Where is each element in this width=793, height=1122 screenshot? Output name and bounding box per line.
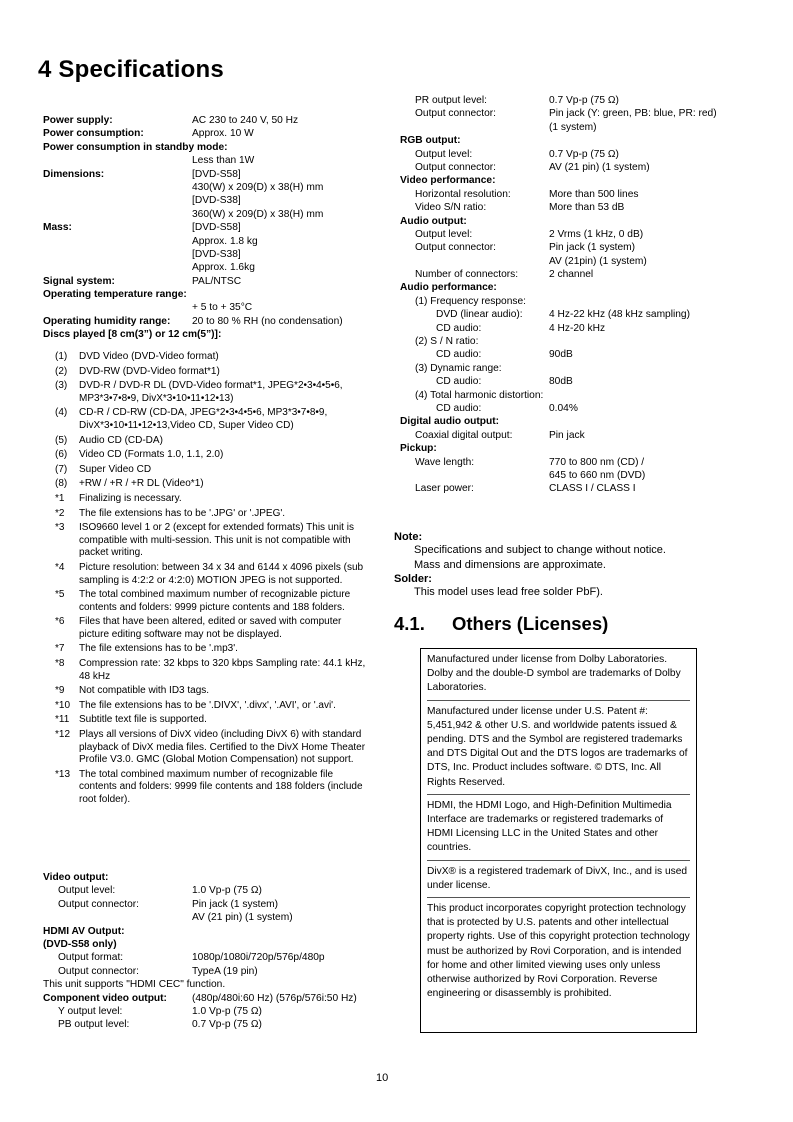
spec-row [43,194,373,207]
list-marker: (5) [55,434,68,446]
spec-value: 0.04% [549,402,578,414]
spec-label: Digital audio output: [400,416,500,428]
spec-label: Power consumption: [43,128,144,140]
spec-label: Output connector: [415,242,496,254]
spec-label: (3) Dynamic range: [415,362,502,374]
spec-label: HDMI AV Output: [43,925,125,937]
spec-label: RGB output: [400,135,461,147]
list-item [55,449,367,462]
spec-row [43,871,383,884]
spec-row [43,315,373,328]
spec-value: 1.0 Vp-p (75 Ω) [192,1005,262,1017]
spec-label: Horizontal resolution: [415,188,511,200]
spec-value: AV (21 pin) (1 system) [192,912,293,924]
note-heading: Note: [394,531,423,543]
list-marker: *2 [55,507,65,519]
spec-label: Video output: [43,872,109,883]
list-text: +RW / +R / +R DL (Video*1) [79,478,204,490]
disc-list [55,351,367,809]
spec-row [43,275,373,288]
spec-value: 80dB [549,376,573,388]
spec-row [43,992,383,1005]
spec-row [43,288,373,301]
spec-right-top [400,94,740,496]
spec-row [400,335,740,348]
list-marker: (2) [55,365,68,377]
spec-label: Output connector: [415,161,496,173]
list-marker: *11 [55,714,70,726]
list-item [55,700,367,713]
list-item [55,769,367,807]
spec-row [400,201,740,214]
spec-row [400,295,740,308]
spec-label: Output connector: [58,965,139,977]
spec-row [43,898,383,911]
list-item [55,380,367,405]
list-marker: *1 [55,492,65,504]
spec-value: AV (21pin) (1 system) [549,255,647,267]
list-marker: *13 [55,768,71,780]
list-item [55,508,367,521]
spec-row [43,1005,383,1018]
list-text: Compression rate: 32 kbps to 320 kbps Sampling rate: 44.1 kHz, 48 kHz [79,658,366,682]
spec-value: 2 channel [549,269,594,281]
spec-value: 0.7 Vp-p (75 Ω) [549,95,619,106]
spec-value: [DVD-S38] [192,195,241,207]
spec-row [400,241,740,254]
note-line: Mass and dimensions are approximate. [414,559,606,571]
spec-row [43,221,373,234]
spec-value: 4 Hz-20 kHz [549,322,606,334]
list-text: Audio CD (CD-DA) [79,434,163,446]
spec-row [400,255,740,268]
spec-label: Coaxial digital output: [415,429,513,441]
spec-label: This unit supports "HDMI CEC" function. [43,979,226,991]
spec-value: 4 Hz-22 kHz (48 kHz sampling) [549,309,690,321]
list-text: Super Video CD [79,463,152,475]
spec-value: 770 to 800 nm (CD) / [549,456,645,468]
spec-value: + 5 to + 35°C [192,302,253,314]
spec-row [43,127,373,140]
license-paragraph: Manufactured under license under U.S. Patent #: 5,451,942 & other U.S. and worldwide patents issued & pending. DTS and the Symbol are registered trademarks and DTS Digital Out and the DTS logos are trademarks of DTS, Inc. Product includes software. © DTS, Inc. All Rights Reserved. [427,705,690,795]
spec-row [43,114,373,127]
spec-value: 0.7 Vp-p (75 Ω) [549,148,619,160]
list-text: DVD-RW (DVD-Video format*1) [79,365,220,377]
spec-value: 1.0 Vp-p (75 Ω) [192,885,262,897]
list-item [55,616,367,641]
list-marker: *9 [55,685,65,697]
spec-value: 645 to 660 nm (DVD) [549,469,646,481]
licenses-box [420,648,697,1033]
list-text: The file extensions has to be '.mp3'. [79,643,238,655]
list-item [55,643,367,656]
spec-row [43,978,383,991]
list-text: Picture resolution: between 34 x 34 and 6144 x 4096 pixels (sub sampling is 4:2:2 or 4:2:0) MOTION JPEG is not supported. [79,561,364,586]
spec-value: More than 500 lines [549,188,639,200]
subsection-title-text: Others (Licenses) [452,613,609,634]
spec-row [400,362,740,375]
spec-value: 20 to 80 % RH (no condensation) [192,315,343,327]
spec-value: CLASS I / CLASS I [549,483,636,495]
spec-value: [DVD-S58] [192,168,241,180]
list-marker: (3) [55,380,68,392]
spec-label: Output connector: [415,108,496,120]
spec-row [43,911,383,924]
spec-row [43,208,373,221]
list-marker: *6 [55,616,65,628]
spec-row [43,965,383,978]
solder-heading: Solder: [394,573,432,585]
spec-value: 2 Vrms (1 kHz, 0 dB) [549,228,644,240]
spec-value: Approx. 1.6kg [192,262,255,274]
solder-text: This model uses lead free solder PbF). [414,586,603,598]
spec-label: Operating humidity range: [43,315,171,327]
spec-label: Pickup: [400,443,437,455]
spec-label: Discs played [8 cm(3”) or 12 cm(5”)]: [43,329,222,341]
spec-row [400,268,740,281]
spec-value: [DVD-S58] [192,222,241,234]
license-paragraph: DivX® is a registered trademark of DivX, Inc., and is used under license. [427,865,690,898]
spec-label: Power consumption in standby mode: [43,141,228,153]
spec-value: Pin jack [549,429,585,441]
spec-row [43,1018,383,1031]
list-text: The file extensions has to be '.DIVX', '.divx', '.AVI', or '.avi'. [79,699,336,711]
list-text: Files that have been altered, edited or saved with computer picture editing software may not be displayed. [79,616,342,640]
spec-row [400,429,740,442]
spec-value: PAL/NTSC [192,275,242,287]
list-marker: *4 [55,561,65,573]
spec-row [400,482,740,495]
spec-row [400,375,740,388]
list-text: Not compatible with ID3 tags. [79,685,210,697]
spec-row [43,261,373,274]
spec-label: Video performance: [400,175,496,187]
list-text: The total combined maximum number of recognizable file contents and folders: 9999 file contents and 188 folders (include root folder). [79,768,363,805]
spec-row [400,215,740,228]
spec-row [400,228,740,241]
spec-label: CD audio: [436,349,482,361]
list-marker: (4) [55,407,68,419]
list-text: DVD Video (DVD-Video format) [79,351,219,362]
spec-value: 0.7 Vp-p (75 Ω) [192,1019,262,1031]
list-marker: *12 [55,729,71,741]
spec-row [400,94,740,107]
list-item [55,729,367,767]
note-block [394,531,734,600]
list-item [55,522,367,560]
spec-row [43,925,383,938]
spec-label: (1) Frequency response: [415,295,526,307]
spec-value: AC 230 to 240 V, 50 Hz [192,115,299,126]
spec-row [400,442,740,455]
spec-label: CD audio: [436,376,482,388]
spec-label: Mass: [43,222,72,234]
list-item [55,464,367,477]
spec-row [43,154,373,167]
list-item [55,589,367,614]
spec-label: CD audio: [436,322,482,334]
list-text: CD-R / CD-RW (CD-DA, JPEG*2•3•4•5•6, MP3*3•7•8•9, DivX*3•10•11•12•13,Video CD, Super Video CD) [79,407,328,431]
list-text: Subtitle text file is supported. [79,714,207,726]
list-marker: (8) [55,478,68,490]
spec-label: Output format: [58,952,124,964]
list-text: DVD-R / DVD-R DL (DVD-Video format*1, JPEG*2•3•4•5•6, MP3*3•7•8•9, DivX*3•10•11•12•13) [79,380,343,404]
list-item [55,714,367,727]
spec-row [400,322,740,335]
spec-row [400,134,740,147]
spec-label: Number of connectors: [415,269,519,281]
list-text: ISO9660 level 1 or 2 (except for extended formats) This unit is compatible with multi-session. This unit is not compatible with packet writing. [79,522,354,559]
spec-row [400,188,740,201]
spec-label: Signal system: [43,275,115,287]
spec-label: (4) Total harmonic distortion: [415,389,544,401]
list-marker: (6) [55,449,68,461]
spec-row [43,181,373,194]
list-item [55,366,367,379]
license-paragraph: HDMI, the HDMI Logo, and High-Definition Multimedia Interface are trademarks or registered trademarks of HDMI Licensing LLC in the United States and other countries. [427,799,690,861]
list-item [55,493,367,506]
spec-row [43,328,373,341]
spec-row [400,174,740,187]
spec-label: Output level: [58,885,116,897]
list-marker: *5 [55,589,65,601]
spec-value: Pin jack (Y: green, PB: blue, PR: red) [549,108,717,120]
spec-value: 1080p/1080i/720p/576p/480p [192,952,325,964]
spec-label: Laser power: [415,483,474,495]
page-title: 4 Specifications [38,56,224,83]
spec-value: TypeA (19 pin) [192,965,258,977]
spec-row [400,389,740,402]
spec-label: Audio output: [400,215,467,227]
spec-label: Output level: [415,148,473,160]
list-marker: (1) [55,351,68,362]
spec-label: Operating temperature range: [43,289,187,301]
spec-row [400,415,740,428]
spec-row [400,161,740,174]
spec-row [400,456,740,469]
spec-label: Dimensions: [43,168,105,180]
list-item [55,658,367,683]
spec-value: Approx. 10 W [192,128,254,140]
subsection-number: 4.1. [394,613,425,634]
list-marker: *8 [55,658,65,670]
spec-row [400,121,740,134]
page-number: 10 [376,1072,389,1084]
spec-value: Less than 1W [192,155,255,167]
spec-value: AV (21 pin) (1 system) [549,161,650,173]
spec-row [400,402,740,415]
spec-label: Y output level: [58,1005,123,1017]
spec-label: CD audio: [436,402,482,414]
spec-value: 360(W) x 209(D) x 38(H) mm [192,208,324,220]
spec-value: [DVD-S38] [192,248,241,260]
spec-row [400,107,740,120]
list-marker: *7 [55,643,65,655]
license-paragraph: This product incorporates copyright protection technology that is protected by U.S. patents and other intellectual property rights. Use of this copyright protection technology must be authorized by Rovi Corporation, and is intended for home and other limited viewing uses only unless otherwise authorized by Rovi Corporation. Reverse engineering or disassembly is prohibited. [427,903,690,1000]
list-text: The total combined maximum number of recognizable picture contents and folders: 9999 picture contents and 188 folders. [79,589,351,613]
spec-value: 430(W) x 209(D) x 38(H) mm [192,181,324,193]
spec-row [43,951,383,964]
list-item [55,562,367,587]
list-item [55,407,367,432]
spec-row [43,141,373,154]
spec-label: Video S/N ratio: [415,202,487,214]
spec-label: Wave length: [415,456,475,468]
list-text: Video CD (Formats 1.0, 1.1, 2.0) [79,449,224,461]
spec-left-bottom [43,871,383,1032]
spec-row [400,281,740,294]
spec-row [43,248,373,261]
spec-value: Pin jack (1 system) [192,898,279,910]
spec-row [400,348,740,361]
spec-label: DVD (linear audio): [436,309,523,321]
spec-row [400,469,740,482]
spec-label: Output level: [415,228,473,240]
spec-value: 90dB [549,349,573,361]
spec-value: (1 system) [549,121,597,133]
list-text: The file extensions has to be '.JPG' or '.JPEG'. [79,507,286,519]
license-paragraph: Manufactured under license from Dolby Laboratories. Dolby and the double-D symbol are trademarks of Dolby Laboratories. [427,653,690,701]
spec-label: Component video output: [43,992,167,1004]
spec-left-top [43,114,373,342]
spec-row [400,308,740,321]
list-item [55,351,367,364]
list-item [55,685,367,698]
spec-label: (DVD-S58 only) [43,938,117,950]
list-text: Plays all versions of DivX video (including DivX 6) with standard playback of DivX media files. Certified to the DivX Home Theater Profile V3.0. GMC (Global Motion Compensation) not support. [79,729,366,766]
spec-row [43,884,383,897]
spec-row [43,938,383,951]
spec-label: Output connector: [58,898,139,910]
spec-row [43,235,373,248]
spec-value: Pin jack (1 system) [549,242,636,254]
list-text: Finalizing is necessary. [79,492,182,504]
list-item [55,478,367,491]
note-line: Specifications and subject to change without notice. [414,544,666,556]
spec-label: PR output level: [415,95,487,106]
spec-value: Approx. 1.8 kg [192,235,258,247]
spec-label: Audio performance: [400,282,497,294]
spec-row [43,168,373,181]
spec-row [43,301,373,314]
spec-label: PB output level: [58,1019,130,1031]
spec-value: More than 53 dB [549,202,625,214]
spec-value: (480p/480i:60 Hz) (576p/576i:50 Hz) [192,992,357,1004]
list-item [55,435,367,448]
list-marker: *3 [55,522,65,534]
spec-row [400,148,740,161]
spec-label: (2) S / N ratio: [415,336,479,348]
list-marker: *10 [55,699,71,711]
spec-label: Power supply: [43,115,113,126]
subsection-title [394,613,608,635]
list-marker: (7) [55,463,68,475]
